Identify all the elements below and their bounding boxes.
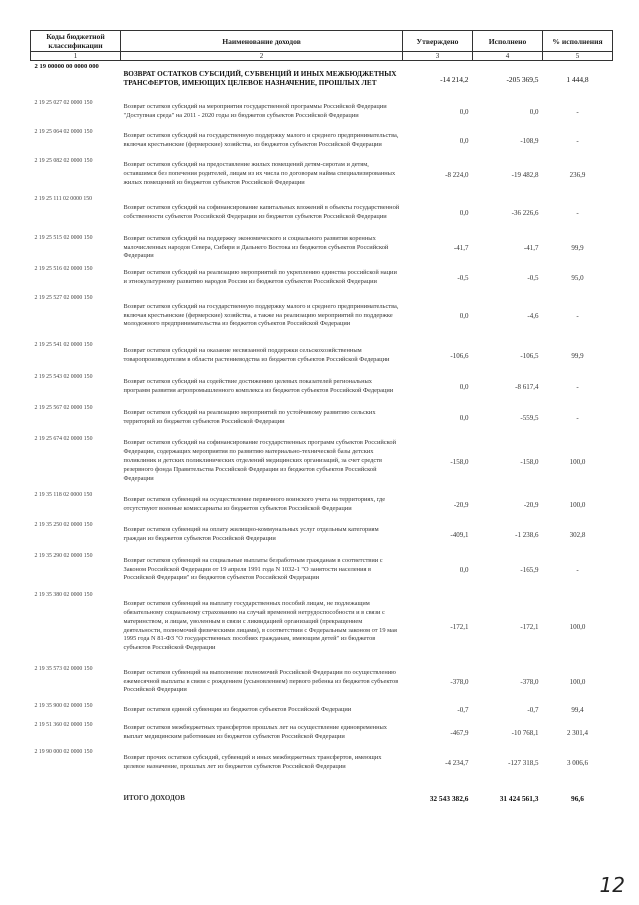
percent-value: 3 006,6	[567, 759, 588, 767]
header-name: Наименование доходов	[121, 31, 403, 52]
total-row	[31, 780, 613, 805]
header-approved: Утверждено	[403, 31, 473, 52]
executed-value: -158,0	[520, 457, 539, 466]
revenue-name: ВОЗВРАТ ОСТАТКОВ СУБСИДИЙ, СУБВЕНЦИЙ И ИНЫХ МЕЖБЮДЖЕТНЫХ ТРАНСФЕРТОВ, ИМЕЮЩИХ ЦЕЛЕВОЕ НАЗНАЧЕНИЕ, ПРОШЛЫХ ЛЕТ	[123, 70, 397, 88]
approved-value: -172,1	[450, 622, 469, 631]
total-label: ИТОГО ДОХОДОВ	[123, 793, 185, 802]
percent-value: 302,8	[569, 531, 586, 539]
approved-value: -378,0	[450, 678, 469, 686]
budget-code: 2 19 25 543 02 0000 150	[34, 373, 93, 380]
revenue-table	[30, 30, 613, 805]
budget-code: 2 19 25 527 02 0000 150	[34, 294, 93, 301]
executed-value: -559,5	[520, 414, 539, 422]
revenue-name: Возврат остатков субсидий на софинансирование государственных программ субъектов Российской Федерации, содержащих мероприятия по развитию материально-технической базы детских поликлиник и детских поликлинических отделений медицинских организаций, за счет средств резервного фонда Правительства Российской Федерации из бюджетов субъектов Российской Федерации	[123, 439, 397, 482]
executed-value: -106,5	[520, 351, 539, 360]
table-row	[31, 233, 613, 264]
budget-code: 2 19 35 250 02 0000 150	[34, 521, 93, 528]
table-row	[31, 127, 613, 156]
approved-value: -106,6	[450, 351, 469, 360]
percent-value: -	[576, 209, 579, 217]
percent-value: -	[576, 312, 579, 320]
budget-code: 2 19 35 118 02 0000 150	[34, 491, 93, 498]
budget-code: 2 19 25 515 02 0000 150	[34, 234, 93, 241]
revenue-name: Возврат остатков субсидий на реализацию мероприятий по устойчивому развитию сельских территорий из бюджетов субъектов Российской Федерации	[123, 409, 376, 425]
total-executed: 31 424 561,3	[499, 793, 539, 803]
header-percent: % исполнения	[543, 31, 613, 52]
budget-code: 2 19 25 674 02 0000 150	[34, 435, 93, 442]
budget-code: 2 19 25 567 02 0000 150	[34, 404, 93, 411]
executed-value: -108,9	[520, 137, 539, 145]
table-row	[31, 194, 613, 233]
approved-value: -467,9	[450, 729, 469, 737]
executed-value: -36 226,6	[511, 209, 539, 217]
approved-value: -158,0	[450, 457, 469, 466]
executed-value: -41,7	[523, 244, 539, 252]
table-row	[31, 61, 613, 98]
executed-value: -172,1	[520, 622, 539, 631]
budget-code: 2 19 25 516 02 0000 150	[34, 265, 93, 272]
total-percent: 96,6	[571, 793, 584, 803]
revenue-name: Возврат остатков субсидий на государственную поддержку малого и среднего предпринимательства, включая крестьянские (фермерские) хозяйства, из бюджетов субъектов Российской Федерации	[123, 132, 399, 148]
table-row	[31, 520, 613, 551]
revenue-name: Возврат прочих остатков субсидий, субвенций и иных межбюджетных трансфертов, имеющих целевое назначение, прошлых лет из бюджетов субъектов Российской Федерации	[123, 754, 382, 770]
table-row	[31, 340, 613, 372]
revenue-name: Возврат остатков субвенций на осуществление первичного воинского учета на территориях, где отсутствуют военные комиссариаты из бюджетов субъектов Российской Федерации	[123, 495, 386, 512]
percent-value: 99,9	[571, 244, 584, 252]
executed-value: -8 617,4	[515, 383, 539, 391]
approved-value: 0,0	[459, 312, 469, 320]
approved-value: 0,0	[459, 566, 469, 574]
approved-value: -0,5	[457, 274, 469, 282]
table-row	[31, 747, 613, 780]
percent-value: -	[576, 414, 579, 422]
percent-value: 1 444,8	[566, 74, 589, 84]
executed-value: -20,9	[523, 500, 539, 509]
revenue-name: Возврат остатков субсидий на содействие достижению целевых показателей региональных программ развития агропромышленного комплекса из бюджетов субъектов Российской Федерации	[123, 378, 394, 394]
revenue-name: Возврат остатков межбюджетных трансфертов прошлых лет на осуществление единовременных выплат медицинским работникам из бюджетов субъектов Российской Федерации	[123, 724, 388, 740]
executed-value: -0,5	[527, 274, 539, 282]
table-row	[31, 720, 613, 747]
budget-code: 2 19 25 027 02 0000 150	[34, 99, 93, 106]
column-number: 2	[121, 52, 403, 61]
executed-value: -127 318,5	[508, 759, 539, 767]
executed-value: -10 768,1	[511, 729, 539, 737]
approved-value: -41,7	[453, 244, 469, 252]
revenue-name: Возврат остатков единой субвенции из бюджетов субъектов Российской Федерации	[123, 705, 352, 713]
executed-value: -378,0	[520, 678, 539, 686]
executed-value: -4,6	[527, 312, 539, 320]
approved-value: -20,9	[453, 500, 469, 509]
column-number: 1	[31, 52, 121, 61]
executed-value: -165,9	[520, 566, 539, 574]
revenue-name: Возврат остатков субсидий на софинансирование капитальных вложений в объекты государственной собственности субъектов Российской Федерации из бюджетов субъектов Российской Федерации	[123, 204, 400, 220]
percent-value: 100,0	[569, 678, 586, 686]
table-row	[31, 403, 613, 434]
column-number: 4	[473, 52, 543, 61]
percent-value: -	[576, 108, 579, 116]
approved-value: 0,0	[459, 414, 469, 422]
approved-value: -409,1	[450, 531, 469, 539]
revenue-name: Возврат остатков субсидий на государственную поддержку малого и среднего предпринимательства, включая крестьянские (фермерские) хозяйства, а также на реализацию мероприятий по поддержке молодежного предпринимательства из бюджетов субъектов Российской Федерации	[123, 302, 399, 328]
approved-value: 0,0	[459, 137, 469, 145]
revenue-name: Возврат остатков субвенций на выполнение полномочий Российской Федерации по осуществлению ежемесячной выплаты в связи с рождением (усыновлением) первого ребенка из бюджетов субъектов Российской Федерации	[123, 668, 399, 694]
percent-value: 95,0	[571, 274, 584, 282]
approved-value: -0,7	[457, 706, 469, 714]
budget-code: 2 19 25 064 02 0000 150	[34, 128, 93, 135]
budget-code: 2 19 35 573 02 0000 150	[34, 665, 93, 672]
budget-code: 2 19 25 541 02 0000 150	[34, 341, 93, 348]
percent-value: -	[576, 137, 579, 145]
budget-code: 2 19 35 900 02 0000 150	[34, 702, 93, 709]
revenue-name: Возврат остатков субвенций на выплату государственных пособий лицам, не подлежащим обязательному социальному страхованию на случай временной нетрудоспособности и в связи с материнством, и лицам, уволенным в связи с ликвидацией организаций (прекращением деятельности, полномочий физическими лицами), в соответствии с Федеральным законом от 19 мая 1995 года N 81-ФЗ "О государственных пособиях гражданам, имеющим детей" из бюджетов субъектов Российской Федерации	[123, 599, 397, 652]
budget-code: 2 19 51 360 02 0000 150	[34, 721, 93, 728]
table-row	[31, 551, 613, 590]
percent-value: -	[576, 383, 579, 391]
table-row	[31, 264, 613, 293]
document-page	[30, 30, 612, 805]
percent-value: 100,0	[569, 500, 586, 509]
revenue-name: Возврат остатков субсидий на реализацию мероприятий по укреплению единства российской нации и этнокультурному развитию народов России из бюджетов субъектов Российской Федерации	[123, 269, 397, 285]
budget-code: 2 19 35 380 02 0000 150	[34, 591, 93, 598]
header-executed: Исполнено	[473, 31, 543, 52]
table-row	[31, 664, 613, 701]
revenue-name: Возврат остатков субсидий на поддержку экономического и социального развития коренных малочисленных народов Севера, Сибири и Дальнего Востока из бюджетов субъектов Российской Федерации	[123, 234, 389, 260]
column-number: 5	[543, 52, 613, 61]
revenue-name: Возврат остатков субсидий на оказание несвязанной поддержки сельскохозяйственным товаропроизводителям в области растениеводства из бюджетов субъектов Российской Федерации	[123, 346, 390, 363]
percent-value: 236,9	[569, 170, 586, 179]
table-row	[31, 434, 613, 490]
total-blank-cell	[31, 780, 121, 805]
column-number-row	[31, 52, 613, 61]
approved-value: 0,0	[459, 209, 469, 217]
budget-code: 2 19 90 000 02 0000 150	[34, 748, 93, 755]
budget-code: 2 19 00000 00 0000 000	[34, 63, 99, 70]
percent-value: 2 301,4	[567, 729, 588, 737]
executed-value: -0,7	[527, 706, 539, 714]
executed-value: 0,0	[529, 108, 539, 116]
revenue-name: Возврат остатков субвенций на оплату жилищно-коммунальных услуг отдельным категориям граждан из бюджетов субъектов Российской Федерации	[123, 526, 379, 542]
table-row	[31, 490, 613, 520]
column-number: 3	[403, 52, 473, 61]
approved-value: 0,0	[459, 108, 469, 116]
table-row	[31, 156, 613, 194]
header-codes: Коды бюджетной классификации	[31, 31, 121, 52]
approved-value: 0,0	[459, 383, 469, 391]
table-row	[31, 701, 613, 720]
percent-value: 99,9	[571, 351, 584, 360]
table-row	[31, 372, 613, 403]
percent-value: 100,0	[569, 622, 586, 631]
percent-value: 99,4	[571, 706, 584, 714]
budget-code: 2 19 25 111 02 0000 150	[34, 195, 93, 202]
executed-value: -19 482,8	[511, 170, 539, 179]
table-row	[31, 293, 613, 340]
total-approved: 32 543 382,6	[429, 793, 469, 803]
page-number: 12	[599, 873, 625, 897]
approved-value: -14 214,2	[440, 74, 469, 84]
percent-value: -	[576, 566, 579, 574]
percent-value: 100,0	[569, 457, 586, 466]
executed-value: -205 369,5	[506, 74, 539, 84]
table-row	[31, 590, 613, 664]
executed-value: -1 238,6	[515, 531, 539, 539]
table-row	[31, 98, 613, 127]
revenue-name: Возврат остатков субсидий на предоставление жилых помещений детям-сиротам и детям, оставшимся без попечения родителей, лицам из их числа по договорам найма специализированных жилых помещений из бюджетов субъектов Российской Федерации	[123, 161, 396, 186]
budget-code: 2 19 35 290 02 0000 150	[34, 552, 93, 559]
table-header-row	[31, 31, 613, 52]
revenue-name: Возврат остатков субвенций на социальные выплаты безработным гражданам в соответствии с Законом Российской Федерации от 19 апреля 1991 года N 1032-1 "О занятости населения в Российской Федерации" из бюджетов субъектов Российской Федерации	[123, 556, 383, 582]
budget-code: 2 19 25 082 02 0000 150	[34, 157, 93, 164]
table-body	[31, 61, 613, 805]
approved-value: -8 224,0	[445, 170, 469, 179]
approved-value: -4 234,7	[445, 759, 469, 767]
revenue-name: Возврат остатков субсидий на мероприятия государственной программы Российской Федерации "Доступная среда" на 2011 - 2020 годы из бюджетов субъектов Российской Федерации	[123, 103, 387, 119]
